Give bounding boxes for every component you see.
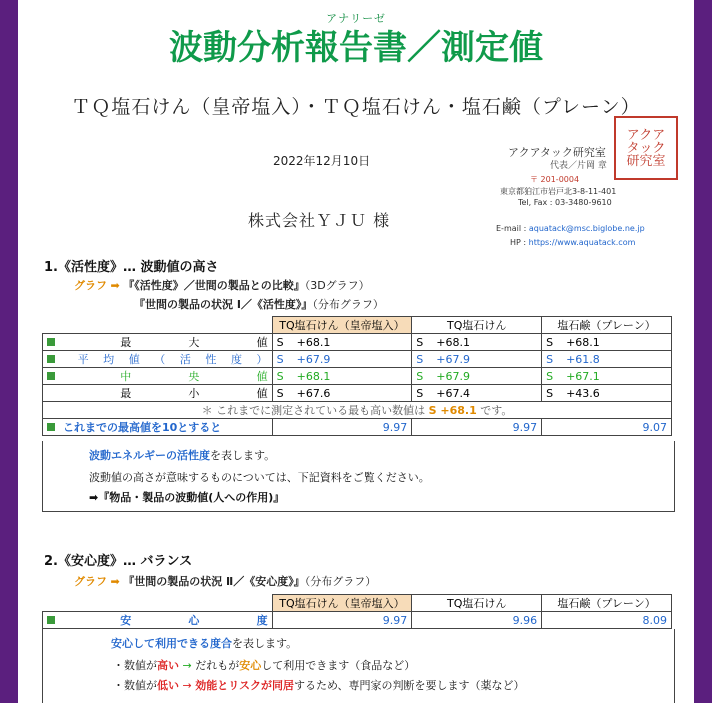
label-char: 心 [188, 614, 200, 627]
label-char: 活 [179, 353, 191, 366]
value-cell [272, 368, 412, 385]
arrow-icon: → [182, 679, 192, 692]
label-char: 値 [128, 353, 140, 366]
value-cell: 9.97 [412, 419, 542, 436]
bullet-text: だれもが [195, 659, 240, 672]
table-row [43, 419, 672, 436]
report-subtitle: ＴＱ塩石けん（皇帝塩入）・ＴＱ塩石けん・塩石鹸（プレーン） [71, 96, 641, 118]
desc-highlight: 波動エネルギーの活性度 [89, 449, 210, 462]
label-char: 央 [188, 370, 200, 383]
graph-link[interactable]: 『《活性度》／世間の製品との比較』 [123, 279, 305, 292]
section1-heading: 1.《活性度》… 波動値の高さ [44, 260, 219, 275]
label-char: 値 [256, 336, 268, 349]
s-prefix: S [546, 335, 554, 349]
value-cell [542, 368, 672, 385]
email-link[interactable]: aquatack@msc.biglobe.ne.jp [528, 224, 645, 233]
label-char: 最 [120, 336, 132, 349]
label-char: ） [256, 353, 268, 366]
desc-line: 波動値の高さが意味するものについては、下記資料をご覧ください。 [89, 471, 430, 484]
seal-line: 研究室 [626, 153, 666, 169]
bullet-high [113, 657, 415, 673]
s-prefix: S [416, 335, 424, 349]
best-label: これまでの最高値を10とすると [63, 421, 222, 434]
value-cell [542, 334, 672, 351]
hp-link[interactable]: https://www.aquatack.com [528, 238, 636, 247]
report-title: 波動分析報告書／測定値 [169, 28, 543, 68]
seal-stamp [614, 116, 678, 180]
desc-text: を表します。 [210, 449, 276, 462]
square-bullet-icon [47, 355, 55, 363]
bullet-text: ・数値が [113, 659, 157, 672]
column-header: 塩石鹸（プレーン） [542, 595, 672, 612]
label-char: 最 [120, 387, 132, 400]
desc-line [89, 447, 275, 463]
s-prefix: S [546, 352, 554, 366]
value-cell: 9.96 [412, 612, 542, 629]
label-char: 値 [256, 370, 268, 383]
risk-text: 効能とリスクが同居 [195, 679, 294, 692]
bullet-text: ・数値が [113, 679, 157, 692]
section2-heading: 2.《安心度》… バランス [44, 554, 193, 569]
label-char: 度 [230, 353, 242, 366]
row-label-average [43, 351, 273, 368]
label-char: 性 [205, 353, 217, 366]
email-label: E-mail : [496, 224, 529, 233]
address: 東京都狛江市岩戸北3-8-11-401 [500, 187, 617, 196]
table-header-row [43, 317, 672, 334]
arrow-right-icon: ➡ [110, 575, 120, 588]
highest-note [43, 402, 672, 419]
value: +68.1 [296, 335, 331, 349]
value-cell [542, 385, 672, 402]
value: +43.6 [566, 386, 600, 400]
s-prefix: S [276, 386, 284, 400]
graph-link[interactable]: 『世間の製品の状況 Ⅰ／《活性度》』 [134, 298, 313, 311]
s-prefix: S [546, 386, 554, 400]
arrow-icon: → [182, 659, 192, 672]
square-bullet-icon [47, 423, 55, 431]
section2-description [42, 629, 675, 703]
row-label-min [43, 385, 273, 402]
company-name: 株式会社ＹＪＵ 様 [248, 211, 391, 230]
graph-type: （分布グラフ） [304, 575, 377, 588]
report-page [18, 0, 694, 703]
low-text: 低い [157, 679, 179, 692]
column-header: 塩石鹸（プレーン） [542, 317, 672, 334]
activity-table [42, 316, 672, 436]
row-label-median [43, 368, 273, 385]
value-cell: 9.07 [542, 419, 672, 436]
note-row [43, 402, 672, 419]
value-cell: 9.97 [272, 419, 412, 436]
hp-label: HP : [510, 238, 529, 247]
row-label-max [43, 334, 273, 351]
safety-table [42, 594, 672, 629]
note-text: です。 [480, 404, 513, 417]
column-header: TQ塩石けん（皇帝塩入） [272, 595, 412, 612]
s-prefix: S [276, 369, 284, 383]
square-bullet-icon [47, 338, 55, 346]
label-char: 安 [120, 614, 132, 627]
label-char: 小 [188, 387, 200, 400]
square-bullet-icon [47, 372, 55, 380]
label-char: 値 [256, 387, 268, 400]
label-char: （ [154, 353, 166, 366]
row-label-safety [43, 612, 273, 629]
contact-block [496, 222, 645, 250]
anshin-text: 安心 [239, 659, 262, 672]
note-text: ＊ これまでに測定されている最も高い数値は [201, 404, 426, 417]
lab-name: アクアタック研究室 [508, 146, 606, 159]
value: +67.1 [566, 369, 600, 383]
value-cell [412, 368, 542, 385]
value: +67.9 [436, 352, 470, 366]
bullet-text: して利用できます（食品など） [261, 659, 416, 672]
table-row [43, 385, 672, 402]
note-value: S +68.1 [428, 404, 477, 417]
table-header-row [43, 595, 672, 612]
table-row [43, 351, 672, 368]
tel-fax: Tel, Fax : 03-3480-9610 [518, 198, 612, 207]
high-text: 高い [157, 659, 179, 672]
s-prefix: S [276, 335, 284, 349]
label-char: 大 [188, 336, 200, 349]
table-row [43, 612, 672, 629]
representative: 代表／片岡 章 [550, 161, 607, 171]
table-row [43, 334, 672, 351]
row-label-best [43, 419, 273, 436]
s-prefix: S [416, 369, 424, 383]
value: +67.9 [296, 352, 331, 366]
desc-line [111, 635, 297, 651]
section2-graph-line1 [74, 573, 376, 589]
value: +67.4 [436, 386, 470, 400]
graph-type: （3Dグラフ） [304, 279, 370, 292]
label-char: 中 [120, 370, 132, 383]
label-char: 度 [256, 614, 268, 627]
value-cell: 8.09 [542, 612, 672, 629]
graph-label: グラフ [74, 279, 107, 292]
s-prefix: S [546, 369, 554, 383]
column-header: TQ塩石けん [412, 317, 542, 334]
doc-link[interactable]: ➡『物品・製品の波動値(人への作用)』 [89, 491, 285, 504]
value: +68.1 [296, 369, 331, 383]
s-prefix: S [416, 352, 424, 366]
value-cell [412, 385, 542, 402]
section1-graph-line1 [74, 277, 370, 293]
section1-description [42, 441, 675, 512]
seal-line: タック [626, 140, 666, 156]
square-bullet-icon [47, 616, 55, 624]
value-cell [272, 351, 412, 368]
title-ruby: アナリーゼ [326, 12, 386, 25]
value-cell: 9.97 [272, 612, 412, 629]
value: +68.1 [436, 335, 470, 349]
bullet-low [113, 677, 525, 693]
graph-link[interactable]: 『世間の製品の状況 Ⅱ／《安心度》』 [123, 575, 305, 588]
graph-type: （分布グラフ） [312, 298, 384, 311]
bullet-text: するため、専門家の判断を要します（薬など） [294, 679, 525, 692]
label-char: 均 [103, 353, 115, 366]
value: +67.9 [436, 369, 470, 383]
section1-graph-line2 [134, 296, 384, 312]
column-header: TQ塩石けん [412, 595, 542, 612]
table-corner [43, 595, 273, 612]
column-header: TQ塩石けん（皇帝塩入） [272, 317, 412, 334]
value-cell [272, 385, 412, 402]
report-date: 2022年12月10日 [273, 154, 371, 168]
value: +67.6 [296, 386, 331, 400]
label-char: 平 [77, 353, 89, 366]
value: +61.8 [566, 352, 600, 366]
graph-label: グラフ [74, 575, 107, 588]
desc-highlight: 安心して利用できる度合 [111, 637, 232, 650]
seal-line: アクア [626, 127, 666, 143]
postal-code: 〒 201-0004 [530, 175, 580, 184]
s-prefix: S [276, 352, 284, 366]
value: +68.1 [566, 335, 600, 349]
value-cell [542, 351, 672, 368]
table-row [43, 368, 672, 385]
value-cell [272, 334, 412, 351]
value-cell [412, 334, 542, 351]
s-prefix: S [416, 386, 424, 400]
value-cell [412, 351, 542, 368]
desc-text: を表します。 [232, 637, 298, 650]
arrow-right-icon: ➡ [110, 279, 120, 292]
table-corner [43, 317, 273, 334]
